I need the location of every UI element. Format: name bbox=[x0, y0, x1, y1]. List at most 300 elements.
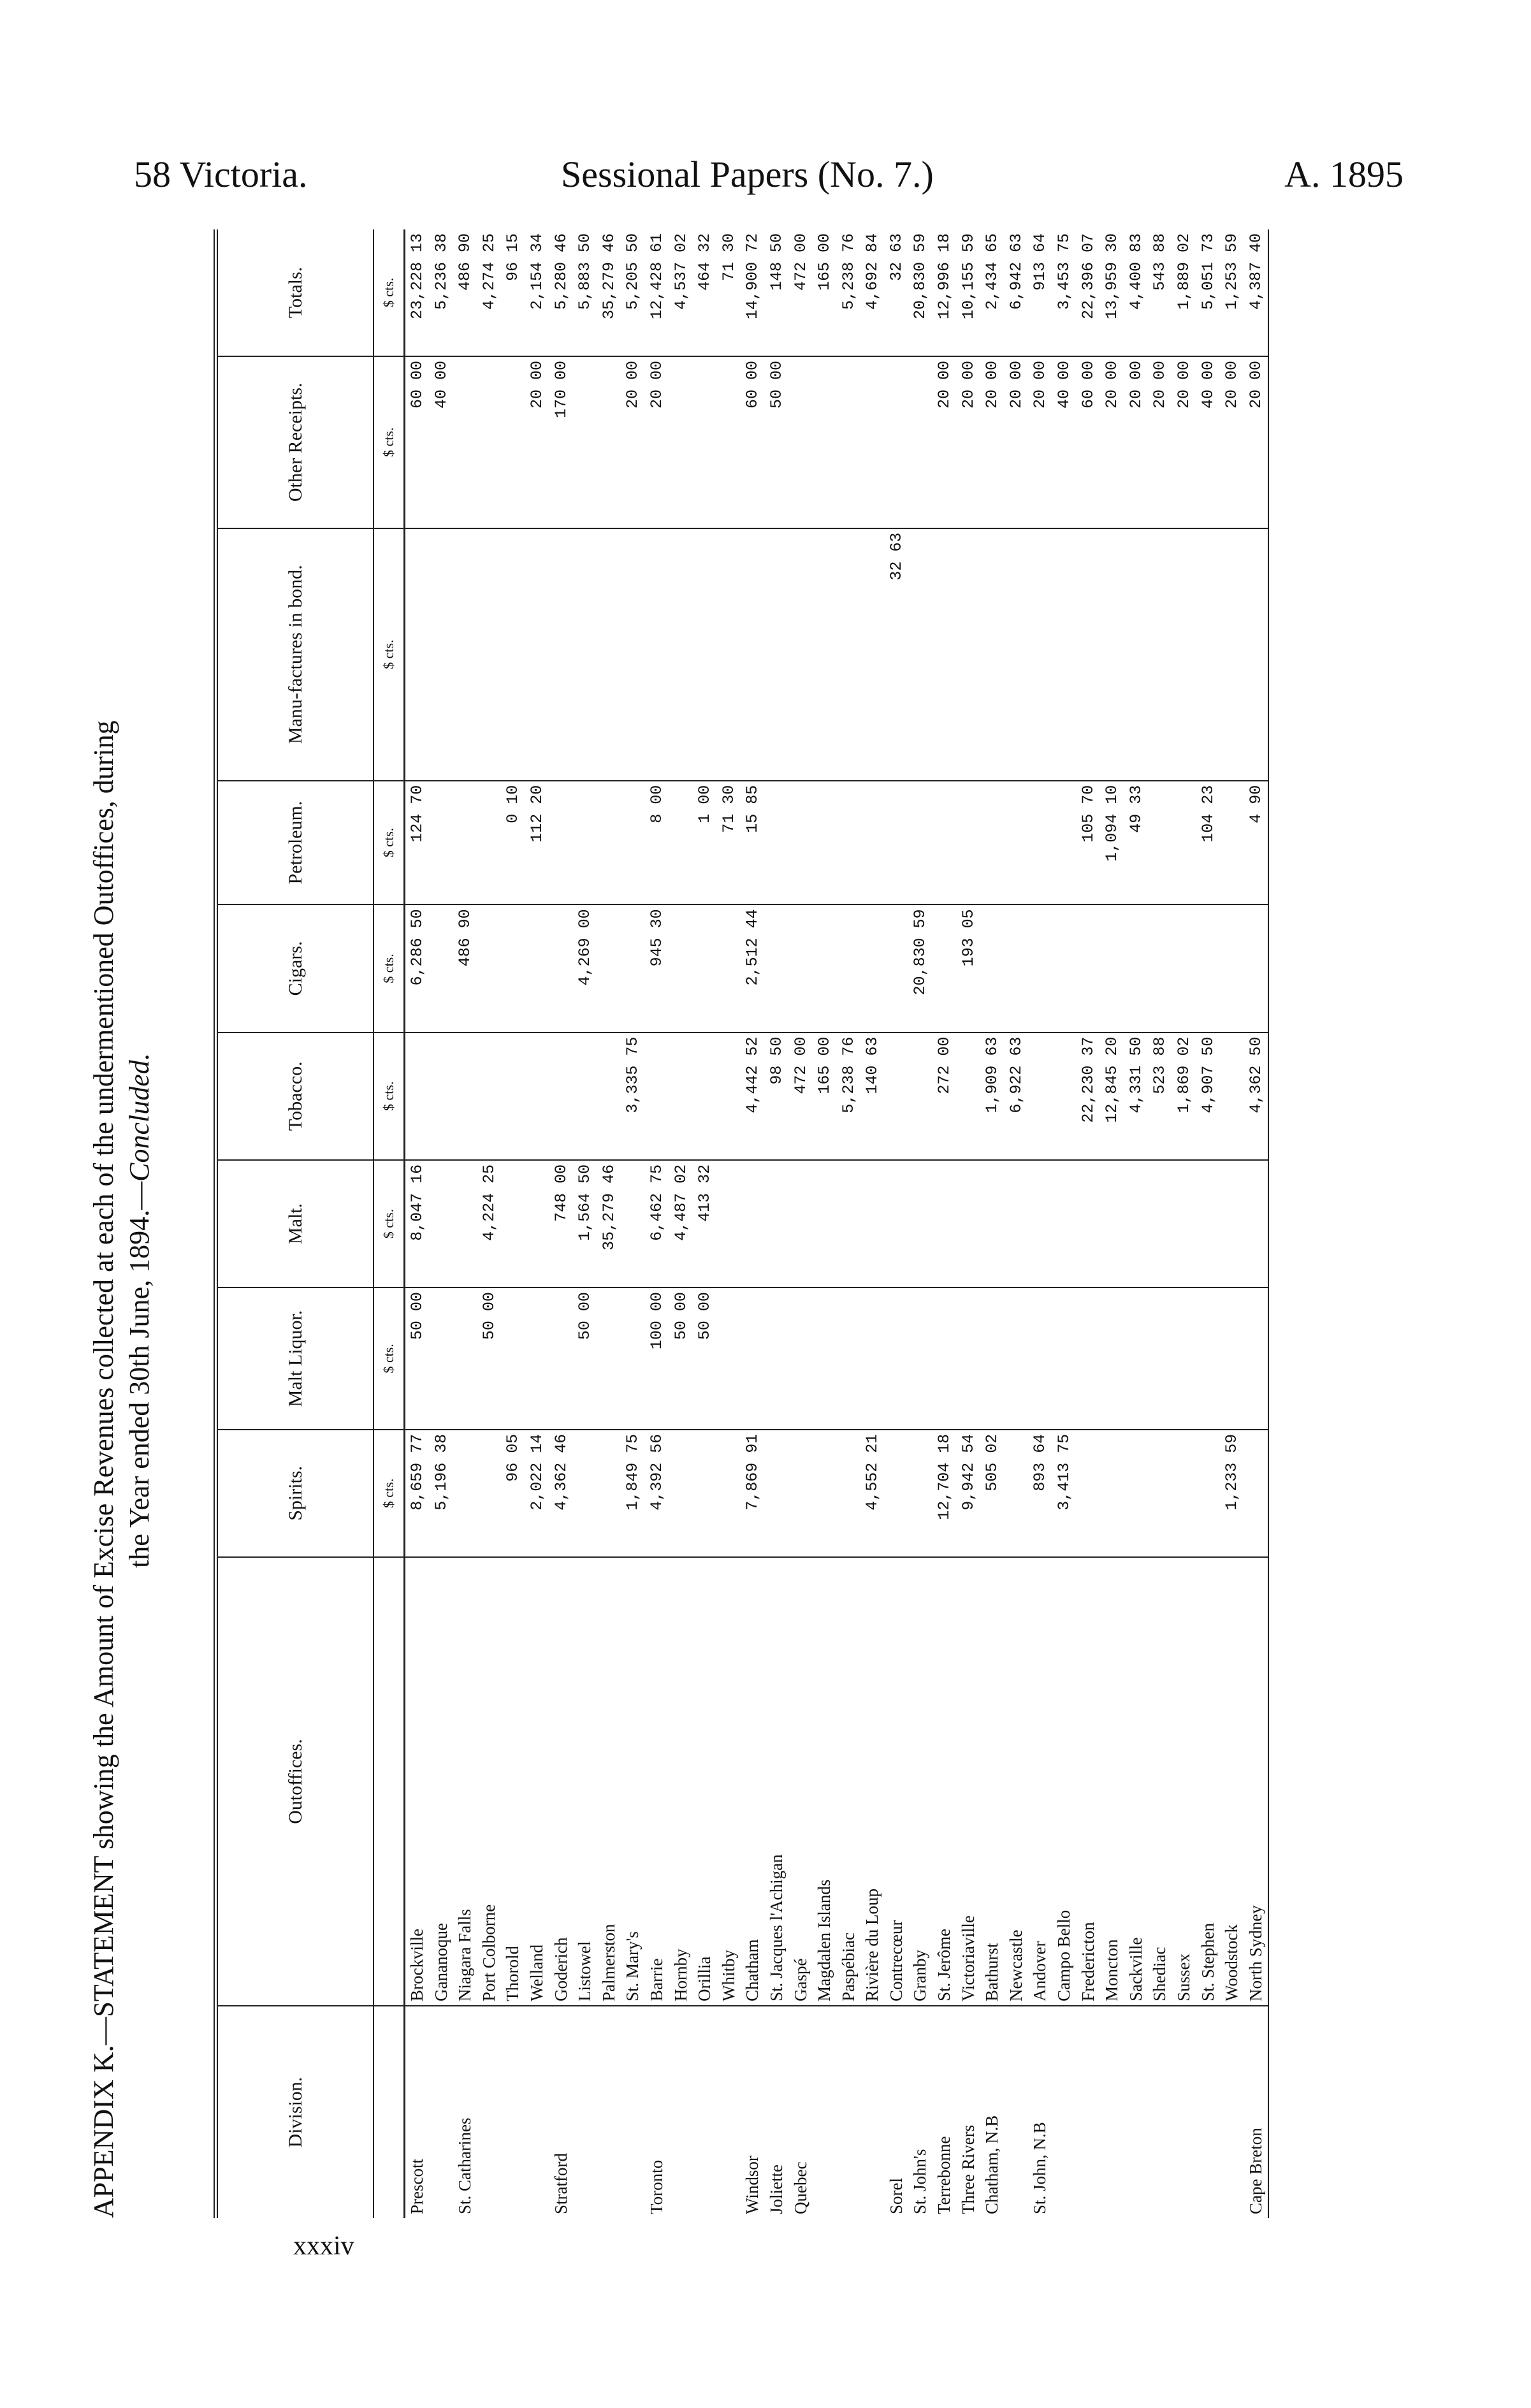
cell-malt-liquor bbox=[430, 1287, 454, 1430]
cell-cigars bbox=[1148, 904, 1172, 1032]
cell-manufactures bbox=[789, 528, 813, 781]
cell-outoffice: Palmerston bbox=[597, 1557, 621, 2006]
cell-totals: 12,996 18 bbox=[935, 233, 954, 320]
cell-outoffice: Granby bbox=[908, 1557, 932, 2006]
cell-manufactures bbox=[1052, 528, 1077, 781]
cell-division: Toronto bbox=[645, 2006, 669, 2218]
cell-outoffice: Newcastle bbox=[1005, 1557, 1029, 2006]
cell-cigars bbox=[597, 904, 621, 1032]
cell-malt-liquor bbox=[1244, 1287, 1269, 1430]
cell-tobacco: 22,230 37 bbox=[1077, 1033, 1101, 1160]
table-row bbox=[597, 229, 621, 2218]
cell-malt bbox=[621, 1160, 645, 1287]
cell-other bbox=[717, 356, 741, 528]
cell-cigars bbox=[789, 904, 813, 1032]
cell-malt-liquor: 50 00 bbox=[669, 1287, 693, 1430]
cell-spirits: 893 64 bbox=[1028, 1430, 1052, 1557]
cell-malt-liquor bbox=[980, 1287, 1005, 1430]
cell-petroleum: 104 23 bbox=[1196, 781, 1221, 905]
cell-division bbox=[1005, 2006, 1029, 2218]
cell-tobacco bbox=[957, 1033, 981, 1160]
cell-malt-liquor bbox=[453, 1287, 477, 1430]
cell-other bbox=[860, 356, 885, 528]
cell-totals: 13,959 30 bbox=[1103, 233, 1122, 320]
cell-outoffice: Niagara Falls bbox=[453, 1557, 477, 2006]
cell-malt-liquor bbox=[1052, 1287, 1077, 1430]
cell-other bbox=[813, 356, 837, 528]
cell-malt: 748 00 bbox=[549, 1160, 574, 1287]
cell-totals: 4,537 02 bbox=[671, 233, 690, 310]
cell-other: 60 00 bbox=[741, 356, 765, 528]
cell-petroleum bbox=[789, 781, 813, 905]
cell-spirits bbox=[1172, 1430, 1196, 1557]
cell-outoffice: Welland bbox=[525, 1557, 549, 2006]
cell-outoffice: Moncton bbox=[1100, 1557, 1124, 2006]
cell-tobacco bbox=[597, 1033, 621, 1160]
cell-manufactures bbox=[453, 528, 477, 781]
cell-cigars bbox=[525, 904, 549, 1032]
cell-malt bbox=[741, 1160, 765, 1287]
cell-malt bbox=[1148, 1160, 1172, 1287]
cell-totals: 486 90 bbox=[456, 233, 475, 291]
cell-malt bbox=[1124, 1160, 1149, 1287]
cell-totals: 20,830 59 bbox=[911, 233, 930, 320]
cell-division: St. John, N.B bbox=[1028, 2006, 1052, 2218]
cell-spirits bbox=[1005, 1430, 1029, 1557]
cell-totals: 4,692 84 bbox=[863, 233, 882, 310]
cell-tobacco bbox=[477, 1033, 502, 1160]
cell-manufactures bbox=[1196, 528, 1221, 781]
header-session: 58 Victoria. bbox=[134, 154, 308, 195]
cell-petroleum bbox=[573, 781, 597, 905]
cell-division bbox=[717, 2006, 741, 2218]
cell-spirits: 8,659 77 bbox=[405, 1430, 430, 1557]
cell-outoffice: Chatham bbox=[741, 1557, 765, 2006]
cell-outoffice: Listowel bbox=[573, 1557, 597, 2006]
cell-division bbox=[430, 2006, 454, 2218]
cell-totals: 6,942 63 bbox=[1006, 233, 1026, 310]
cell-manufactures bbox=[980, 528, 1005, 781]
cell-malt-liquor: 50 00 bbox=[573, 1287, 597, 1430]
cell-malt bbox=[813, 1160, 837, 1287]
cell-other: 20 00 bbox=[621, 356, 645, 528]
cell-outoffice: Gananoque bbox=[430, 1557, 454, 2006]
cell-tobacco: 4,331 50 bbox=[1124, 1033, 1149, 1160]
cell-tobacco bbox=[1220, 1033, 1244, 1160]
column-header: Malt. bbox=[216, 1160, 374, 1287]
column-header: Malt Liquor. bbox=[216, 1287, 374, 1430]
cell-outoffice: Andover bbox=[1028, 1557, 1052, 2006]
cell-malt-liquor bbox=[1124, 1287, 1149, 1430]
cell-tobacco bbox=[717, 1033, 741, 1160]
cell-tobacco bbox=[573, 1033, 597, 1160]
column-header: Totals. bbox=[216, 229, 374, 356]
table-row bbox=[1052, 229, 1077, 2218]
cell-division bbox=[621, 2006, 645, 2218]
cell-malt-liquor bbox=[1100, 1287, 1124, 1430]
cell-petroleum bbox=[813, 781, 837, 905]
cell-spirits bbox=[1244, 1430, 1269, 1557]
cell-totals: 14,900 72 bbox=[743, 233, 762, 320]
cell-other: 20 00 bbox=[1100, 356, 1124, 528]
table-row bbox=[501, 229, 525, 2218]
cell-manufactures bbox=[525, 528, 549, 781]
cell-division: Chatham, N.B bbox=[980, 2006, 1005, 2218]
table-row bbox=[741, 229, 765, 2218]
cell-tobacco bbox=[693, 1033, 717, 1160]
cell-tobacco bbox=[453, 1033, 477, 1160]
cell-totals: 5,051 73 bbox=[1198, 233, 1217, 310]
unit-header: $ cts. bbox=[374, 1430, 405, 1557]
cell-other: 40 00 bbox=[1196, 356, 1221, 528]
cell-tobacco: 1,869 02 bbox=[1172, 1033, 1196, 1160]
table-row bbox=[1005, 229, 1029, 2218]
cell-totals: 4,274 25 bbox=[479, 233, 498, 310]
cell-malt-liquor bbox=[932, 1287, 957, 1430]
cell-cigars: 6,286 50 bbox=[405, 904, 430, 1032]
unit-header: $ cts. bbox=[374, 528, 405, 781]
cell-cigars: 193 05 bbox=[957, 904, 981, 1032]
cell-totals: 1,253 59 bbox=[1223, 233, 1242, 310]
cell-other: 20 00 bbox=[645, 356, 669, 528]
cell-other: 40 00 bbox=[430, 356, 454, 528]
cell-malt bbox=[837, 1160, 861, 1287]
cell-outoffice: North Sydney bbox=[1244, 1557, 1269, 2006]
cell-division bbox=[477, 2006, 502, 2218]
cell-division bbox=[1052, 2006, 1077, 2218]
cell-malt bbox=[1052, 1160, 1077, 1287]
cell-malt bbox=[453, 1160, 477, 1287]
cell-outoffice: St. Stephen bbox=[1196, 1557, 1221, 2006]
cell-outoffice: Contrecœur bbox=[885, 1557, 909, 2006]
cell-totals: 472 00 bbox=[791, 233, 810, 291]
cell-petroleum bbox=[908, 781, 932, 905]
cell-malt bbox=[1028, 1160, 1052, 1287]
cell-malt bbox=[525, 1160, 549, 1287]
cell-cigars bbox=[669, 904, 693, 1032]
cell-manufactures bbox=[669, 528, 693, 781]
cell-malt-liquor bbox=[1005, 1287, 1029, 1430]
cell-spirits: 7,869 91 bbox=[741, 1430, 765, 1557]
cell-outoffice: Brockville bbox=[405, 1557, 430, 2006]
cell-outoffice: Thorold bbox=[501, 1557, 525, 2006]
cell-division bbox=[597, 2006, 621, 2218]
cell-division bbox=[1196, 2006, 1221, 2218]
cell-petroleum bbox=[430, 781, 454, 905]
table-row bbox=[430, 229, 454, 2218]
cell-totals: 4,400 83 bbox=[1126, 233, 1145, 310]
table-row bbox=[453, 229, 477, 2218]
cell-spirits bbox=[669, 1430, 693, 1557]
cell-manufactures bbox=[1028, 528, 1052, 781]
rotated-table-page bbox=[86, 229, 1361, 2218]
cell-malt-liquor: 50 00 bbox=[693, 1287, 717, 1430]
cell-petroleum bbox=[1005, 781, 1029, 905]
title-line-1: APPENDIX K.—STATEMENT showing the Amount of Excise Revenues collected at each of the undermentioned Outoffices, during bbox=[88, 720, 119, 2218]
cell-malt-liquor bbox=[789, 1287, 813, 1430]
cell-division bbox=[860, 2006, 885, 2218]
cell-spirits bbox=[765, 1430, 789, 1557]
cell-malt-liquor bbox=[908, 1287, 932, 1430]
cell-manufactures bbox=[813, 528, 837, 781]
cell-spirits bbox=[908, 1430, 932, 1557]
cell-malt-liquor bbox=[1148, 1287, 1172, 1430]
cell-malt bbox=[860, 1160, 885, 1287]
table-row bbox=[693, 229, 717, 2218]
cell-outoffice: St. Jacques l'Achigan bbox=[765, 1557, 789, 2006]
cell-cigars bbox=[1028, 904, 1052, 1032]
cell-outoffice: Hornby bbox=[669, 1557, 693, 2006]
cell-other bbox=[885, 356, 909, 528]
table-row bbox=[765, 229, 789, 2218]
cell-totals: 148 50 bbox=[767, 233, 786, 291]
cell-spirits bbox=[1100, 1430, 1124, 1557]
cell-cigars: 20,830 59 bbox=[908, 904, 932, 1032]
unit-header: $ cts. bbox=[374, 229, 405, 356]
cell-spirits: 1,233 59 bbox=[1220, 1430, 1244, 1557]
cell-spirits: 2,022 14 bbox=[525, 1430, 549, 1557]
cell-tobacco: 98 50 bbox=[765, 1033, 789, 1160]
cell-outoffice: Fredericton bbox=[1077, 1557, 1101, 2006]
cell-petroleum: 1,094 10 bbox=[1100, 781, 1124, 905]
cell-petroleum: 71 30 bbox=[717, 781, 741, 905]
cell-tobacco: 523 88 bbox=[1148, 1033, 1172, 1160]
cell-division bbox=[501, 2006, 525, 2218]
cell-other: 20 00 bbox=[957, 356, 981, 528]
cell-division: Sorel bbox=[885, 2006, 909, 2218]
cell-cigars: 945 30 bbox=[645, 904, 669, 1032]
cell-malt-liquor: 100 00 bbox=[645, 1287, 669, 1430]
cell-malt-liquor bbox=[549, 1287, 574, 1430]
cell-totals: 5,236 38 bbox=[432, 233, 451, 310]
cell-cigars bbox=[1172, 904, 1196, 1032]
cell-malt-liquor: 50 00 bbox=[477, 1287, 502, 1430]
cell-outoffice: Rivière du Loup bbox=[860, 1557, 885, 2006]
table-row bbox=[477, 229, 502, 2218]
cell-division bbox=[1220, 2006, 1244, 2218]
cell-malt bbox=[908, 1160, 932, 1287]
table-row bbox=[717, 229, 741, 2218]
cell-totals: 32 63 bbox=[887, 233, 906, 282]
cell-outoffice: Sackville bbox=[1124, 1557, 1149, 2006]
cell-division: Three Rivers bbox=[957, 2006, 981, 2218]
cell-malt bbox=[501, 1160, 525, 1287]
table-row bbox=[1244, 229, 1269, 2218]
cell-petroleum bbox=[453, 781, 477, 905]
cell-totals: 543 88 bbox=[1150, 233, 1170, 291]
header-sessional-papers: Sessional Papers (No. 7.) bbox=[561, 154, 934, 195]
cell-spirits bbox=[477, 1430, 502, 1557]
cell-tobacco bbox=[908, 1033, 932, 1160]
column-header: Cigars. bbox=[216, 904, 374, 1032]
cell-division bbox=[669, 2006, 693, 2218]
cell-tobacco bbox=[405, 1033, 430, 1160]
cell-division: Prescott bbox=[405, 2006, 430, 2218]
unit-header: $ cts. bbox=[374, 1033, 405, 1160]
cell-malt bbox=[1005, 1160, 1029, 1287]
cell-division bbox=[1124, 2006, 1149, 2218]
cell-totals: 5,883 50 bbox=[576, 233, 595, 310]
cell-malt-liquor bbox=[525, 1287, 549, 1430]
table-row bbox=[1028, 229, 1052, 2218]
cell-other: 20 00 bbox=[1005, 356, 1029, 528]
cell-totals: 913 64 bbox=[1031, 233, 1050, 291]
cell-outoffice: Barrie bbox=[645, 1557, 669, 2006]
cell-manufactures bbox=[501, 528, 525, 781]
cell-petroleum bbox=[597, 781, 621, 905]
cell-petroleum bbox=[1028, 781, 1052, 905]
cell-malt-liquor bbox=[957, 1287, 981, 1430]
cell-totals: 464 32 bbox=[695, 233, 715, 291]
cell-manufactures bbox=[645, 528, 669, 781]
cell-outoffice: Campo Bello bbox=[1052, 1557, 1077, 2006]
cell-manufactures bbox=[741, 528, 765, 781]
cell-other bbox=[837, 356, 861, 528]
table-row bbox=[1124, 229, 1149, 2218]
cell-manufactures bbox=[597, 528, 621, 781]
cell-spirits bbox=[813, 1430, 837, 1557]
cell-other: 20 00 bbox=[1028, 356, 1052, 528]
cell-other: 20 00 bbox=[1244, 356, 1269, 528]
cell-division bbox=[813, 2006, 837, 2218]
cell-manufactures bbox=[1172, 528, 1196, 781]
cell-outoffice: Paspébiac bbox=[837, 1557, 861, 2006]
cell-division bbox=[693, 2006, 717, 2218]
table-row bbox=[1100, 229, 1124, 2218]
cell-tobacco: 3,335 75 bbox=[621, 1033, 645, 1160]
unit-header: $ cts. bbox=[374, 1287, 405, 1430]
cell-tobacco bbox=[885, 1033, 909, 1160]
table-row bbox=[957, 229, 981, 2218]
cell-totals: 23,228 13 bbox=[408, 233, 426, 320]
excise-revenue-table bbox=[214, 229, 1269, 2218]
cell-manufactures bbox=[1220, 528, 1244, 781]
cell-cigars bbox=[1052, 904, 1077, 1032]
cell-spirits: 4,392 56 bbox=[645, 1430, 669, 1557]
table-row bbox=[1077, 229, 1101, 2218]
cell-outoffice: Goderich bbox=[549, 1557, 574, 2006]
cell-spirits: 4,362 46 bbox=[549, 1430, 574, 1557]
cell-manufactures bbox=[573, 528, 597, 781]
unit-header bbox=[374, 1557, 405, 2006]
cell-malt bbox=[789, 1160, 813, 1287]
cell-malt bbox=[980, 1160, 1005, 1287]
table-row bbox=[1196, 229, 1221, 2218]
cell-malt-liquor: 50 00 bbox=[405, 1287, 430, 1430]
cell-totals: 5,280 46 bbox=[551, 233, 570, 310]
cell-tobacco: 5,238 76 bbox=[837, 1033, 861, 1160]
cell-manufactures bbox=[549, 528, 574, 781]
cell-petroleum: 49 33 bbox=[1124, 781, 1149, 905]
cell-tobacco bbox=[669, 1033, 693, 1160]
cell-malt bbox=[717, 1160, 741, 1287]
cell-manufactures bbox=[837, 528, 861, 781]
cell-tobacco: 12,845 20 bbox=[1100, 1033, 1124, 1160]
title-concluded: Concluded. bbox=[124, 1053, 155, 1182]
cell-cigars bbox=[1124, 904, 1149, 1032]
table-row bbox=[837, 229, 861, 2218]
cell-malt-liquor bbox=[717, 1287, 741, 1430]
cell-totals: 4,387 40 bbox=[1244, 229, 1269, 356]
cell-spirits bbox=[597, 1430, 621, 1557]
cell-totals: 5,205 50 bbox=[623, 233, 642, 310]
cell-cigars: 2,512 44 bbox=[741, 904, 765, 1032]
cell-manufactures bbox=[1124, 528, 1149, 781]
cell-tobacco: 1,909 63 bbox=[980, 1033, 1005, 1160]
cell-totals: 165 00 bbox=[815, 233, 834, 291]
cell-malt: 4,224 25 bbox=[477, 1160, 502, 1287]
cell-division bbox=[525, 2006, 549, 2218]
table-row bbox=[789, 229, 813, 2218]
cell-spirits: 12,704 18 bbox=[932, 1430, 957, 1557]
cell-division: Joliette bbox=[765, 2006, 789, 2218]
unit-header: $ cts. bbox=[374, 781, 405, 905]
cell-malt-liquor bbox=[597, 1287, 621, 1430]
table-row bbox=[549, 229, 574, 2218]
cell-totals: 22,396 07 bbox=[1078, 233, 1098, 320]
cell-malt bbox=[885, 1160, 909, 1287]
cell-malt bbox=[1100, 1160, 1124, 1287]
table-row bbox=[885, 229, 909, 2218]
cell-manufactures bbox=[405, 528, 430, 781]
cell-malt-liquor bbox=[741, 1287, 765, 1430]
cell-other bbox=[453, 356, 477, 528]
cell-division: Terrebonne bbox=[932, 2006, 957, 2218]
cell-manufactures bbox=[621, 528, 645, 781]
unit-header: $ cts. bbox=[374, 356, 405, 528]
cell-tobacco: 4,362 50 bbox=[1244, 1033, 1269, 1160]
table-row bbox=[573, 229, 597, 2218]
cell-tobacco bbox=[525, 1033, 549, 1160]
cell-division bbox=[1172, 2006, 1196, 2218]
cell-cigars bbox=[549, 904, 574, 1032]
cell-outoffice: St. Mary's bbox=[621, 1557, 645, 2006]
cell-other: 20 00 bbox=[980, 356, 1005, 528]
cell-outoffice: Port Colborne bbox=[477, 1557, 502, 2006]
cell-petroleum bbox=[621, 781, 645, 905]
cell-malt bbox=[765, 1160, 789, 1287]
cell-cigars bbox=[1244, 904, 1269, 1032]
cell-cigars bbox=[1196, 904, 1221, 1032]
cell-totals: 12,428 61 bbox=[647, 233, 666, 320]
cell-cigars bbox=[837, 904, 861, 1032]
header-year: A. 1895 bbox=[1284, 154, 1404, 195]
cell-manufactures bbox=[908, 528, 932, 781]
cell-malt-liquor bbox=[1028, 1287, 1052, 1430]
cell-spirits: 3,413 75 bbox=[1052, 1430, 1077, 1557]
cell-tobacco bbox=[501, 1033, 525, 1160]
cell-outoffice: Sussex bbox=[1172, 1557, 1196, 2006]
unit-header: $ cts. bbox=[374, 904, 405, 1032]
cell-tobacco: 4,907 50 bbox=[1196, 1033, 1221, 1160]
cell-division: Cape Breton bbox=[1244, 2006, 1269, 2218]
cell-manufactures: 32 63 bbox=[885, 528, 909, 781]
cell-malt-liquor bbox=[1172, 1287, 1196, 1430]
cell-cigars bbox=[717, 904, 741, 1032]
cell-spirits: 1,849 75 bbox=[621, 1430, 645, 1557]
cell-division bbox=[1077, 2006, 1101, 2218]
cell-totals: 3,453 75 bbox=[1055, 233, 1074, 310]
cell-outoffice: Bathurst bbox=[980, 1557, 1005, 2006]
table-title bbox=[86, 229, 157, 2218]
column-header: Outoffices. bbox=[216, 1557, 374, 2006]
cell-cigars bbox=[765, 904, 789, 1032]
cell-totals: 5,238 76 bbox=[839, 233, 858, 310]
cell-other: 20 00 bbox=[932, 356, 957, 528]
cell-cigars: 4,269 00 bbox=[573, 904, 597, 1032]
cell-petroleum: 124 70 bbox=[405, 781, 430, 905]
cell-petroleum bbox=[477, 781, 502, 905]
